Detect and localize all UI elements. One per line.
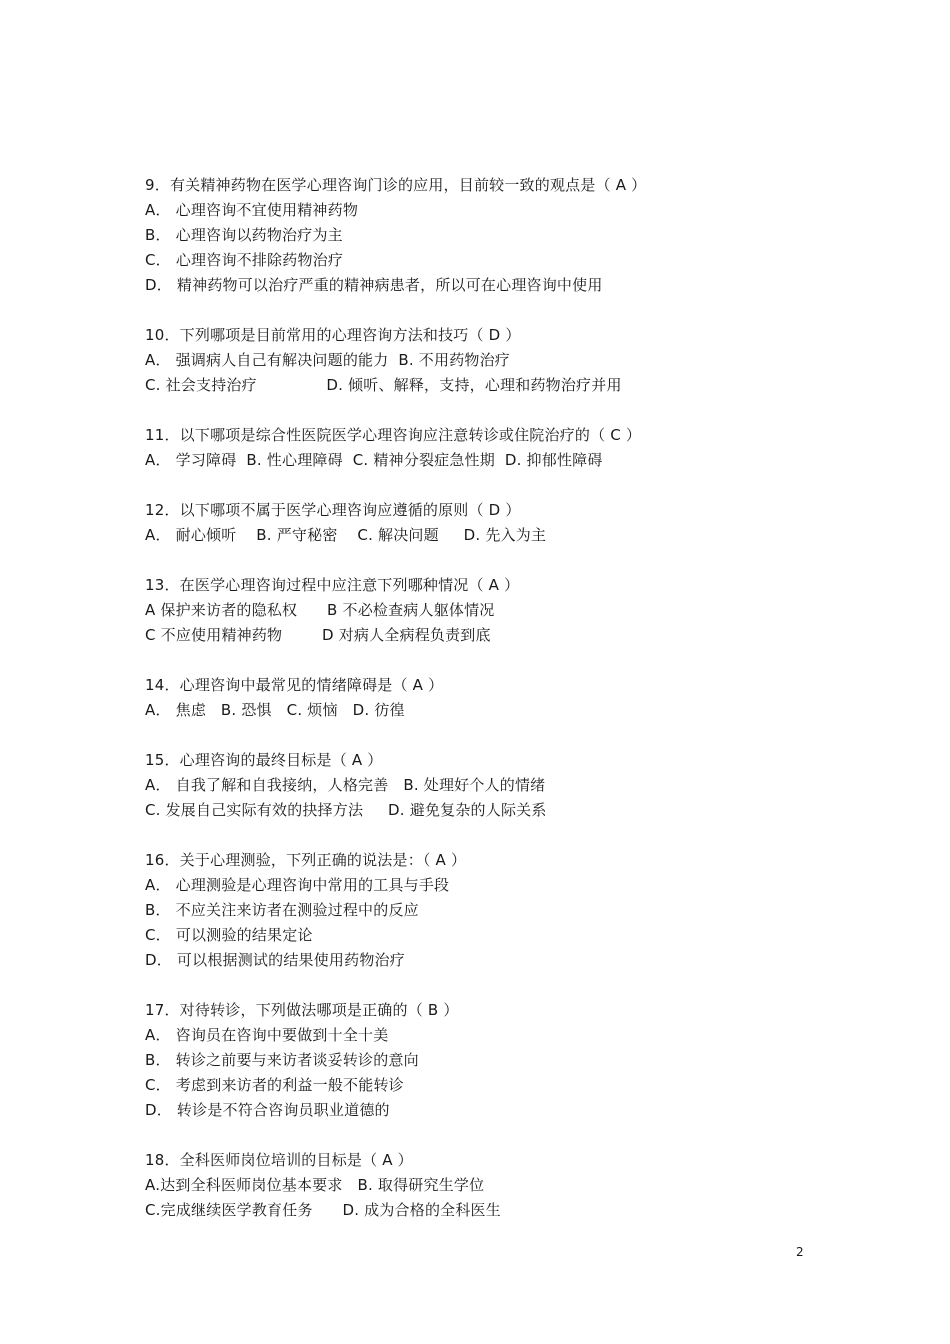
question-stem: 18．全科医师岗位培训的目标是（ A ） xyxy=(145,1151,413,1169)
question-stem: 14．心理咨询中最常见的情绪障碍是（ A ） xyxy=(145,676,444,694)
option-line: A． 学习障碍 B. 性心理障碍 C. 精神分裂症急性期 D. 抑郁性障碍 xyxy=(145,451,603,469)
question-stem: 15．心理咨询的最终目标是（ A ） xyxy=(145,751,383,769)
question-list xyxy=(145,173,825,1248)
option-line: A 保护来访者的隐私权 B 不必检查病人躯体情况 xyxy=(145,601,495,619)
option-line: C． 可以测验的结果定论 xyxy=(145,926,313,944)
option-line: C． 心理咨询不排除药物治疗 xyxy=(145,251,344,269)
option-line: A． 心理咨询不宜使用精神药物 xyxy=(145,201,359,219)
option-line: C 不应使用精神药物 D 对病人全病程负责到底 xyxy=(145,626,491,644)
question-stem: 17．对待转诊，下列做法哪项是正确的（ B ） xyxy=(145,1001,459,1019)
option-line: A． 咨询员在咨询中要做到十全十美 xyxy=(145,1026,389,1044)
option-line: D． 精神药物可以治疗严重的精神病患者，所以可在心理咨询中使用 xyxy=(145,276,603,294)
question-stem: 16．关于心理测验，下列正确的说法是：（ A ） xyxy=(145,851,467,869)
option-line: B． 心理咨询以药物治疗为主 xyxy=(145,226,343,244)
option-line: C. 社会支持治疗 D. 倾听、解释，支持，心理和药物治疗并用 xyxy=(145,376,622,394)
option-line: A． 强调病人自己有解决问题的能力 B. 不用药物治疗 xyxy=(145,351,510,369)
question-10 xyxy=(145,323,825,398)
question-18 xyxy=(145,1148,825,1223)
question-15 xyxy=(145,748,825,823)
question-11 xyxy=(145,423,825,473)
question-13 xyxy=(145,573,825,648)
question-stem: 11．以下哪项是综合性医院医学心理咨询应注意转诊或住院治疗的（ C ） xyxy=(145,426,642,444)
option-line: D． 可以根据测试的结果使用药物治疗 xyxy=(145,951,405,969)
option-line: A． 焦虑 B. 恐惧 C. 烦恼 D. 彷徨 xyxy=(145,701,405,719)
question-stem: 10．下列哪项是目前常用的心理咨询方法和技巧（ D ） xyxy=(145,326,521,344)
option-line: C. 发展自己实际有效的抉择方法 D. 避免复杂的人际关系 xyxy=(145,801,547,819)
option-line: A.达到全科医师岗位基本要求 B. 取得研究生学位 xyxy=(145,1176,485,1194)
question-16 xyxy=(145,848,825,973)
question-9 xyxy=(145,173,825,298)
question-17 xyxy=(145,998,825,1123)
question-14 xyxy=(145,673,825,723)
option-line: B． 不应关注来访者在测验过程中的反应 xyxy=(145,901,419,919)
option-line: B． 转诊之前要与来访者谈妥转诊的意向 xyxy=(145,1051,419,1069)
option-line: A． 耐心倾听 B. 严守秘密 C. 解决问题 D. 先入为主 xyxy=(145,526,547,544)
option-line: C． 考虑到来访者的利益一般不能转诊 xyxy=(145,1076,404,1094)
question-12 xyxy=(145,498,825,548)
option-line: A． 自我了解和自我接纳，人格完善 B. 处理好个人的情绪 xyxy=(145,776,546,794)
question-stem: 12．以下哪项不属于医学心理咨询应遵循的原则（ D ） xyxy=(145,501,521,519)
option-line: A． 心理测验是心理咨询中常用的工具与手段 xyxy=(145,876,450,894)
question-stem: 13．在医学心理咨询过程中应注意下列哪种情况（ A ） xyxy=(145,576,520,594)
option-line: C.完成继续医学教育任务 D. 成为合格的全科医生 xyxy=(145,1201,501,1219)
question-stem: 9．有关精神药物在医学心理咨询门诊的应用，目前较一致的观点是（ A ） xyxy=(145,176,647,194)
option-line: D． 转诊是不符合咨询员职业道德的 xyxy=(145,1101,390,1119)
page-number: 2 xyxy=(796,1245,804,1259)
